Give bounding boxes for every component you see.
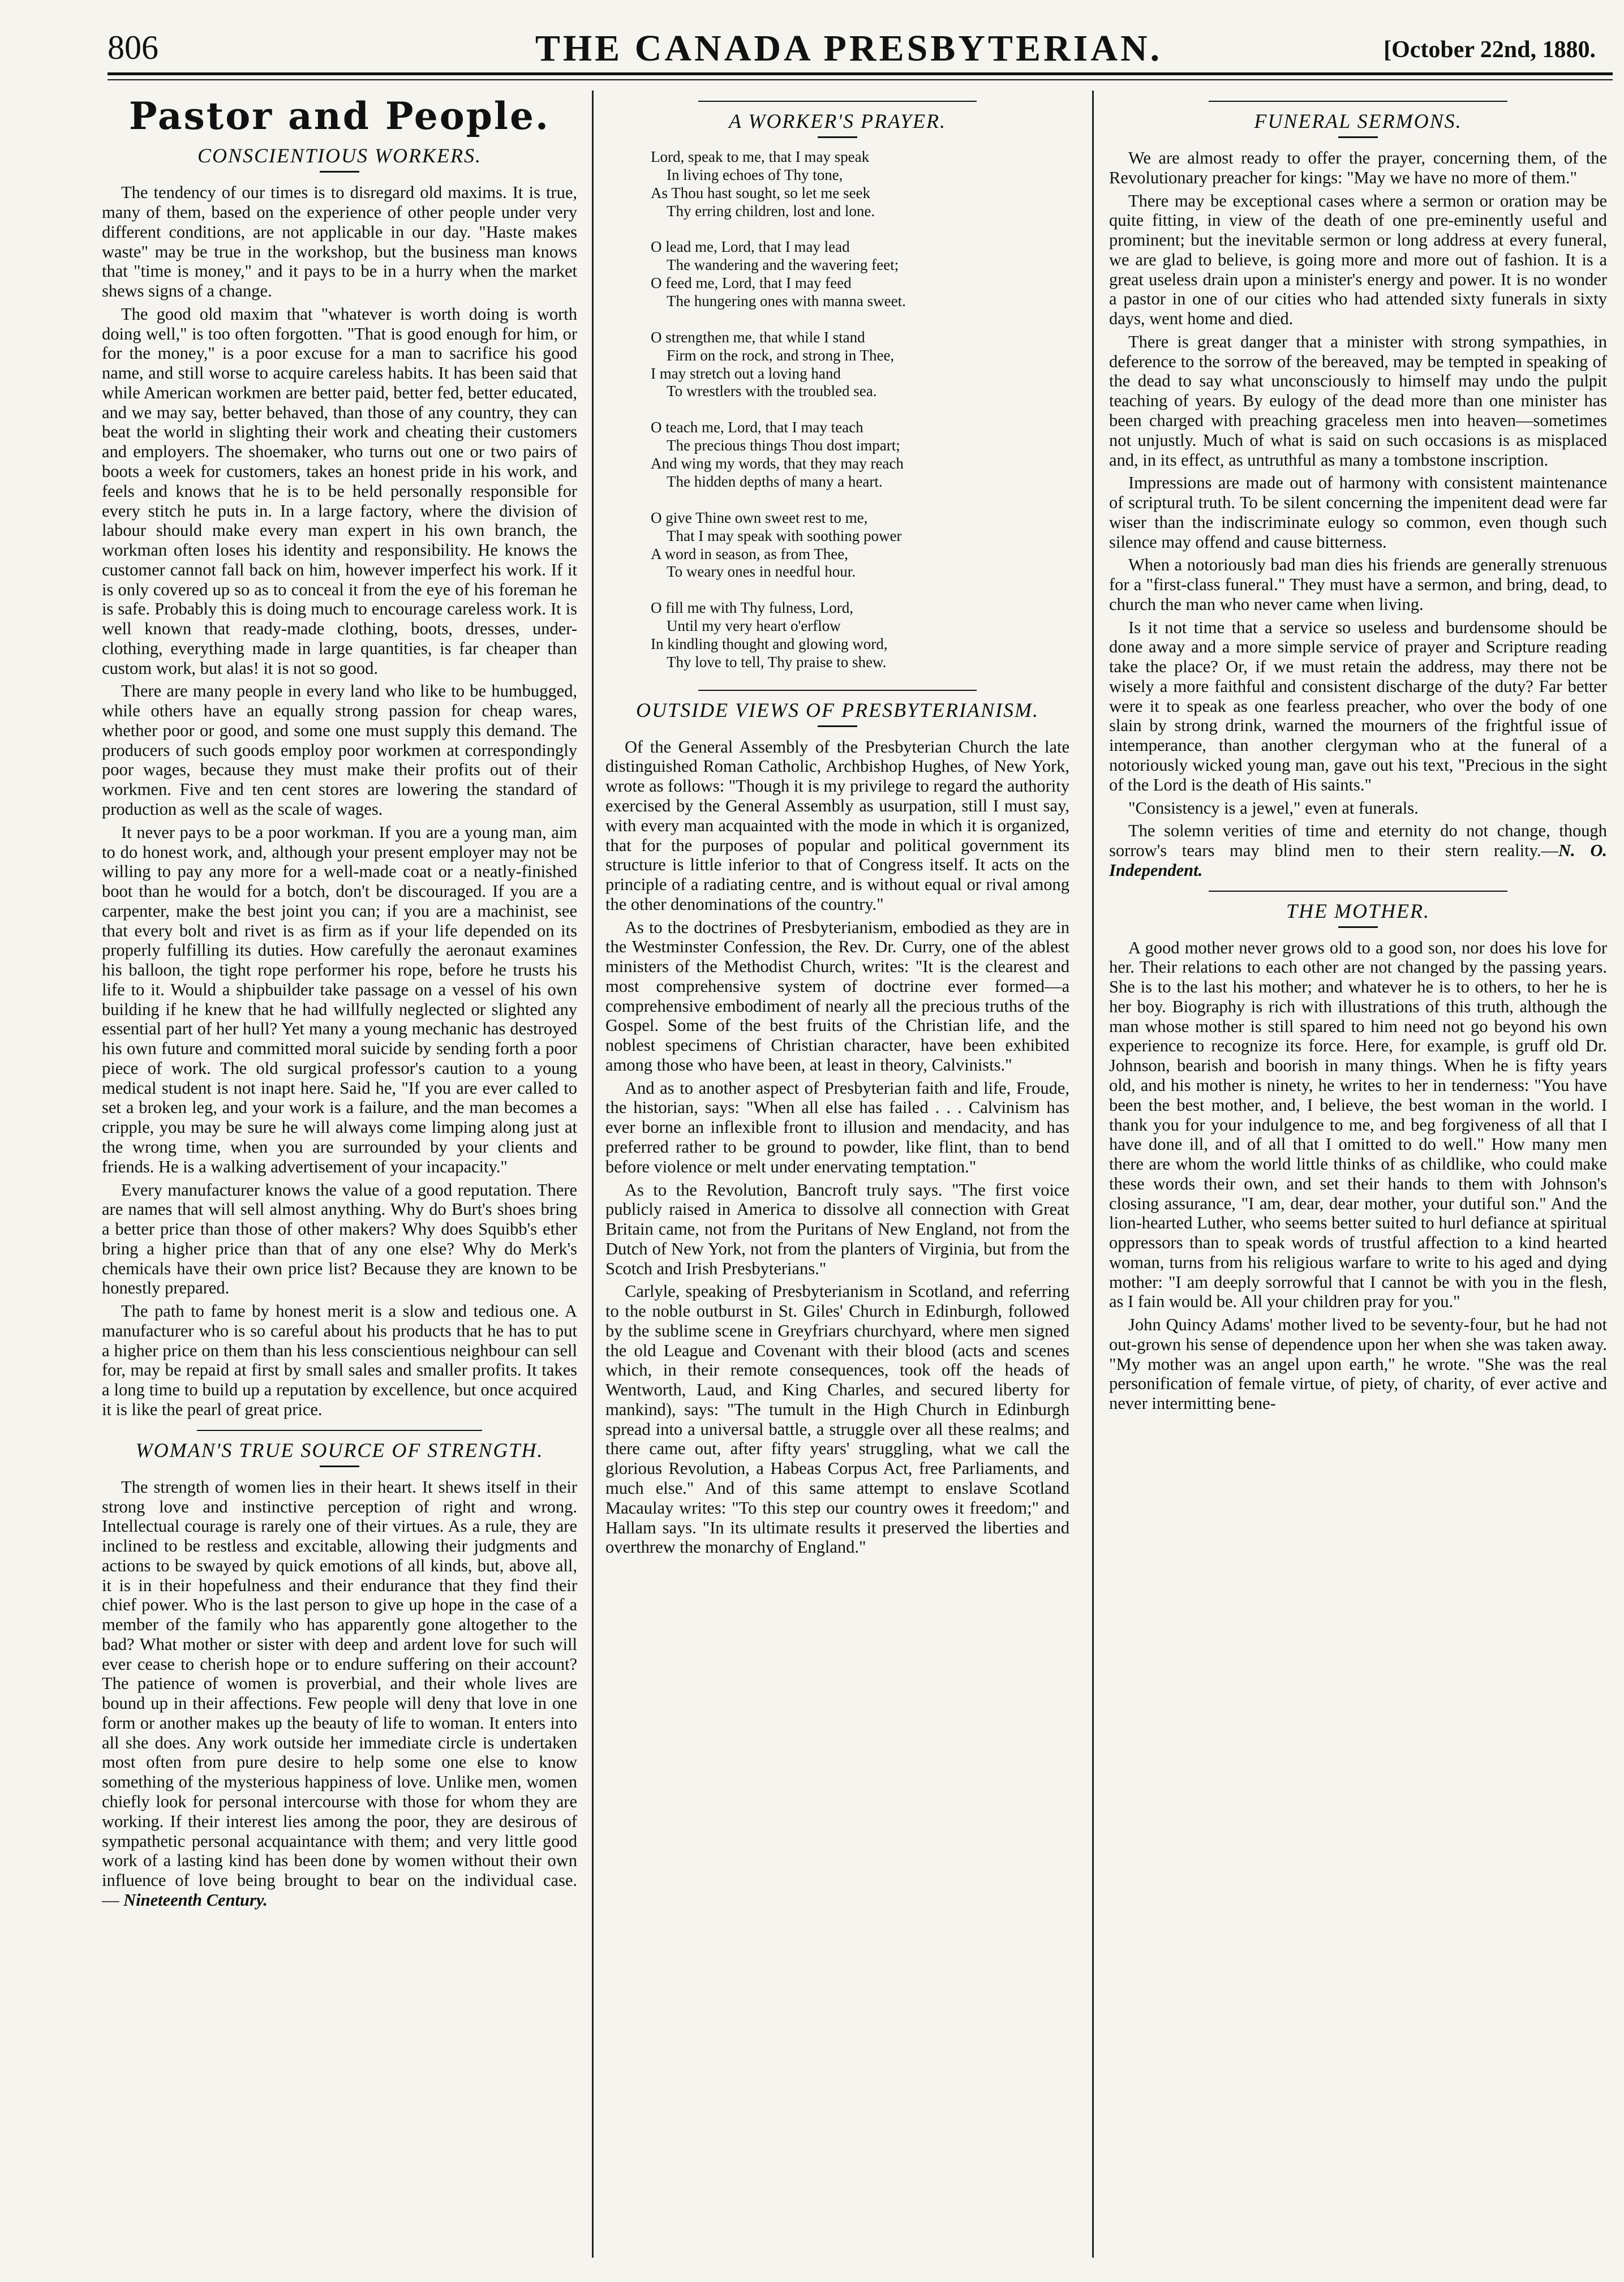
masthead-rule-thin (108, 79, 1613, 80)
article-title: A WORKER'S PRAYER. (729, 110, 946, 132)
article-the-mother (1109, 900, 1607, 1413)
paragraph: There is great danger that a minister with strong sympathies, in deference to the sorrow of the bereaved, may be tempted in speaking of the dead to say what unconsciously to himself may undo the pulpit teaching of years. By eulogy of the dead more than one minister has been charged with preaching graceless men into heaven—sometimes not unjustly. Much of what is said on such occasions is as misplaced and, in its effect, as untruthful as many a tombstone inscription. (1109, 332, 1607, 470)
paper-title: THE CANADA PRESBYTERIAN. (535, 28, 1163, 69)
article-title: OUTSIDE VIEWS OF PRESBYTERIANISM. (636, 698, 1039, 721)
title-rule (320, 171, 359, 173)
title-rule (818, 136, 857, 138)
column-1 (102, 91, 577, 2269)
poem-workers-prayer (605, 110, 1069, 672)
article-separator (698, 101, 977, 102)
masthead (85, 23, 1613, 91)
paragraph: Every manufacturer knows the value of a good reputation. There are names that will sell almost anything. Why do Burt's shoes bring a better price than those of other makers? Why does Squibb's ether bring a higher price than that of any one else? Why do Merk's chemicals have their own price list? Because they are known to be honestly prepared. (102, 1180, 577, 1298)
article-separator (1209, 891, 1507, 892)
article-title: WOMAN'S TRUE SOURCE OF STRENGTH. (135, 1438, 544, 1462)
issue-date: [October 22nd, 1880. (1384, 37, 1596, 63)
page-number: 806 (108, 29, 158, 66)
stanza (651, 509, 1069, 581)
paragraph: The tendency of our times is to disregard old maxims. It is true, many of them, based on the experience of other people under very different conditions, are not applicable in our day. "Haste makes waste" may be true in the workshop, but the business man knows that "time is money," and it pays to be in a hurry when the market shews signs of a change. (102, 183, 577, 301)
paragraph: There are many people in every land who like to be humbugged, while others have an equally strong passion for cheap wares, whether poor or good, and some one must supply this demand. The producers of such goods employ poor workmen at correspondingly poor wages, because they must make their profits out of their workmen. Five and ten cent stores are lowering the standard of production as well as the scale of wages. (102, 681, 577, 819)
paragraph: "Consistency is a jewel," even at funerals. (1128, 798, 1419, 818)
paragraph: Is it not time that a service so useless and burdensome should be done away and a more simple service of prayer and Scripture reading take the place? Or, if we must retain the address, may there not be wisely a more faithful and consistent discharge of the duty? Far better were it to speak as one fearless preacher, who over the body of one slain by strong drink, warned the mourners of the frightful issue of intemperance, than another clergyman who at the funeral of a notoriously wicked young man, gave out his text, "Precious in the sight of the Lord is the death of His saints." (1109, 617, 1607, 794)
poem-line: O give Thine own sweet rest to me, (651, 509, 868, 526)
paragraph-text: The strength of women lies in their heart. It shews itself in their strong love and instinctive perception of right and wrong. Intellectual courage is rarely one of their virtues. As a rule, they are inclined to be restless and excitable, allowing their judgments and actions to be swayed by quick emotions of all kinds, but, above all, it is in their hopefulness and their endurance that they find their chief power. Who is the last person to give up hope in the case of a member of the family who has apparently gone altogether to the bad? What mother or sister with deep and ardent love for such will ever cease to cherish hope or to endure suffering on their account? The patience of women is proverbial, and their whole lives are bound up in their affections. Few people will deny that love in one form or another makes up the beauty of life to woman. It enters into all she does. Any work outside her immediate circle is undertaken most often from pure desire to help some one else to know something of the mysterious happiness of love. Unlike men, women chiefly look for personal intercourse with those for whom they are working. If their interest lies among the poor, they are desirous of sympathetic personal acquaintance with them; and very little good work of a lasting kind has been done by women without their own influence of love being brought to bear on the individual case. (102, 1477, 577, 1890)
poem-body (651, 148, 1069, 672)
title-rule (320, 1466, 359, 1467)
column-divider (592, 91, 594, 2258)
poem-line: I may stretch out a loving hand (651, 364, 841, 382)
article-separator (698, 690, 977, 691)
stanza (651, 148, 1069, 220)
paragraph: There may be exceptional cases where a sermon or oration may be quite fitting, in view of the death of one pre-eminently useful and prominent; but the inevitable sermon or long address at every funeral, we are glad to believe, is going more and more out of fashion. It is a great useless drain upon a minister's energy and power. It is no wonder a pastor in one of our cities who had attended sixty funerals in sixty days, went home and died. (1109, 191, 1607, 329)
poem-line: In living echoes of Thy tone, (667, 166, 843, 183)
title-rule (1338, 926, 1378, 928)
title-rule (818, 725, 857, 727)
paragraph: Carlyle, speaking of Presbyterianism in Scotland, and referring to the noble outburst in St. Giles' Church in Edinburgh, followed by the sublime scene in Greyfriars churchyard, where men signed the old League and Covenant with their blood (acts and scenes which, in their remote consequences, took off the heads of Wentworth, Laud, and King Charles, and secured liberty for mankind), says: "The tumult in the High Church in Edinburgh spread into a universal battle, a struggle over all these realms; and there came out, after fifty years' struggling, what we call the glorious Revolution, a Habeas Corpus Act, free Parliaments, and much else." And of this same attempt to enslave Scotland Macaulay writes: "To this step our country owes it freedom;" and Hallam says. "In its ultimate results it preserved the liberties and overthrew the monarchy of England." (605, 1282, 1069, 1557)
article-womans-strength (102, 1439, 577, 1910)
stanza (651, 238, 1069, 310)
article-funeral-sermons (1109, 110, 1607, 880)
paragraph: When a notoriously bad man dies his friends are generally strenuous for a "first-class funeral." They must have a sermon, and bring, dead, to church the man who never came when living. (1109, 555, 1607, 614)
poem-line: As Thou hast sought, so let me seek (651, 184, 870, 201)
poem-line: Thy erring children, lost and lone. (667, 202, 875, 220)
column-3 (1109, 91, 1607, 2269)
poem-line: That I may speak with soothing power (667, 527, 902, 544)
masthead-rule (108, 72, 1613, 75)
poem-line: To weary ones in needful hour. (667, 563, 856, 581)
paragraph: As to the doctrines of Presbyterianism, embodied as they are in the Westminster Confession, the Rev. Dr. Curry, one of the ablest ministers of the Methodist Church, writes: "It is the clearest and most comprehensive system of doctrine ever formed—a comprehensive embodiment of nearly all the precious truths of the Gospel. Some of the best fruits of the Christian life, and the noblest specimens of Christian character, have been exhibited among those who have been, at least in theory, Calvinists." (605, 917, 1069, 1075)
department-title: Pastor and People. (129, 94, 550, 138)
poem-line: The hungering ones with manna sweet. (667, 293, 906, 310)
column-2 (605, 91, 1069, 2269)
poem-line: O feed me, Lord, that I may feed (651, 274, 852, 292)
paragraph: The path to fame by honest merit is a slow and tedious one. A manufacturer who is so careful about his products that he has to put a higher price on them than his less conscientious neighbour can sell for, may be repaid at first by small sales and smaller profits. It takes a long time to build up a reputation by excellence, but once acquired it is like the pearl of great price. (102, 1301, 577, 1419)
poem-line: In kindling thought and glowing word, (651, 635, 888, 652)
poem-line: To wrestlers with the troubled sea. (667, 383, 877, 400)
article-separator (1209, 101, 1507, 102)
poem-line: The precious things Thou dost impart; (667, 437, 900, 454)
article-separator (197, 1430, 482, 1431)
column-divider (1092, 91, 1094, 2258)
stanza (651, 599, 1069, 671)
article-credit: Nineteenth Century. (123, 1890, 268, 1910)
article-credit: N. O. Independent. (1109, 841, 1607, 880)
stanza (651, 329, 1069, 401)
paragraph-text: The solemn verities of time and eternity do not change, though sorrow's tears may blind men to their stern reality. (1109, 821, 1607, 861)
paragraph: The solemn verities of time and eternity do not change, though sorrow's tears may blind men to their stern reality.—N. O. Independent. (1109, 821, 1607, 880)
poem-line: O lead me, Lord, that I may lead (651, 238, 850, 256)
paragraph: A good mother never grows old to a good son, nor does his love for her. Their relations to each other are not changed by the passing years. She is to the last his mother; and whatever he is to others, to her he is her boy. Biography is rich with illustrations of this truth, although the man whose mother is still spared to him need not go beyond his own experience to recognize its force. Here, for example, is gruff old Dr. Johnson, bearish and boorish in many things. When he is fifty years old, and his mother is ninety, he writes to her in tenderness: "You have been the best mother, and, I believe, the best woman in the world. I thank you for your indulgence to me, and beg forgiveness of all that I have done ill, and of all that I omitted to do well." How many men there are whom the world little thinks of as childlike, who could make these words their own, and set their hands to them with Johnson's closing assurance, "I am, dear, dear mother, your dutiful son." And the lion-hearted Luther, who seems better suited to hurl defiance at spiritual oppressors than to speak words of trustful affection to a kind hearted woman, turns from his religious warfare to write to his aged and dying mother: "I am deeply sorrowful that I cannot be with you in the flesh, as I fain would be. All your children pray for you." (1109, 938, 1607, 1312)
paragraph: John Quincy Adams' mother lived to be seventy-four, but he had not out-grown his sense of dependence upon her when she was taken away. "My mother was an angel upon earth," he wrote. "She was the real personification of female virtue, of piety, of charity, of ever active and never intermitting bene- (1109, 1315, 1607, 1413)
paragraph: Impressions are made out of harmony with consistent maintenance of scriptural truth. To be silent concerning the impenitent dead were far wiser than the indiscriminate eulogy so common, even though such silence may offend and cause bitterness. (1109, 473, 1607, 552)
poem-line: O strengthen me, that while I stand (651, 328, 865, 346)
article-conscientious-workers (102, 144, 577, 1420)
article-title: CONSCIENTIOUS WORKERS. (197, 144, 482, 167)
poem-line: Firm on the rock, and strong in Thee, (667, 346, 895, 364)
poem-line: The wandering and the wavering feet; (667, 256, 899, 274)
article-title: THE MOTHER. (1286, 899, 1430, 922)
paragraph: And as to another aspect of Presbyterian faith and life, Froude, the historian, says: "When all else has failed . . . Calvinism has ever borne an inflexible front to illusion and mendacity, and has preferred rather to be ground to powder, like flint, than to bend before violence or melt under enervating temptation." (605, 1078, 1069, 1176)
article-title: FUNERAL SERMONS. (1254, 110, 1462, 132)
poem-line: The hidden depths of many a heart. (667, 472, 883, 490)
paragraph: The strength of women lies in their heart. It shews itself in their strong love and instinctive perception of right and wrong. Intellectual courage is rarely one of their virtues. As a rule, they are inclined to be restless and excitable, allowing their judgments and actions to be swayed by quick emotions of all kinds, but, above all, it is in their hopefulness and their endurance that they find their chief power. Who is the last person to give up hope in the case of a member of the family who has apparently gone altogether to the bad? What mother or sister with deep and ardent love for such will ever cease to cherish hope or to endure suffering on their account? The patience of women is proverbial, and their whole lives are bound up in their affections. Few people will deny that love in one form or another makes up the beauty of life to woman. It enters into all she does. Any work outside her immediate circle is undertaken most often from pure desire to help some one else to know something of the mysterious happiness of love. Unlike men, women chiefly look for personal intercourse with those for whom they are working. If their interest lies among the poor, they are desirous of sympathetic personal acquaintance with them; and very little good work of a lasting kind has been done by women without their own influence of love being brought to bear on the individual case. — Nineteenth Century. (102, 1477, 577, 1910)
paragraph: The good old maxim that "whatever is worth doing is worth doing well," is too often forgotten. "That is good enough for him, or for the money," is a poor excuse for a man to sacrifice his good name, and still worse to acquire careless habits. It has been said that while American workmen are better paid, better fed, better educated, and we may say, better behaved, than those of any country, they can beat the world in slighting their work and cheating their customers and employers. The shoemaker, who turns out one or two pairs of boots a week for customers, takes an honest pride in his work, and feels and knows that he is to be held personally responsible for every stitch he puts in. In a large factory, where the division of labour should make every man expert in his own branch, the workman often loses his identity and responsibility. He knows the customer cannot fall back on him, however imperfect his work. If it is only covered up so as to conceal it from the eye of his foreman he is safe. Probably this is doing much to encourage careless work. It is well known that ready-made clothing, boots, dresses, under-clothing, everything made in large quantities, is far cheaper than custom work, but alas! it is not so good. (102, 304, 577, 678)
poem-line: Until my very heart o'erflow (667, 617, 841, 635)
paragraph: As to the Revolution, Bancroft truly says. "The first voice publicly raised in America to dissolve all connection with Great Britain came, not from the Puritans of New England, not from the Dutch of New York, not from the planters of Virginia, but from the Scotch and Irish Presbyterians." (605, 1180, 1069, 1278)
article-outside-views (605, 699, 1069, 1557)
paragraph: Of the General Assembly of the Presbyterian Church the late distinguished Roman Catholic, Archbishop Hughes, of New York, wrote as follows: "Though it is my privilege to regard the authority exercised by the General Assembly as usurpation, still I must say, with every man acquainted with the mode in which it is organized, that for the purposes of popular and political government its structure is little inferior to that of Congress itself. It acts on the principle of a radiating centre, and is without equal or rival among the other denominations of the country." (605, 737, 1069, 914)
poem-line: O fill me with Thy fulness, Lord, (651, 599, 853, 617)
stanza (651, 419, 1069, 491)
poem-line: Thy love to tell, Thy praise to shew. (667, 653, 887, 671)
title-rule (1338, 136, 1378, 138)
paragraph: It never pays to be a poor workman. If you are a young man, aim to do honest work, and, although your present employer may not be willing to pay any more for a well-made coat or a neatly-finished boot than he would for a botch, don't be discouraged. If you are a carpenter, make the best joint you can; if you are a machinist, see that every bolt and rivet is as firm as if your life depended on its properly fulfilling its duties. How carefully the aeronaut examines his balloon, the tight rope performer his rope, before he trusts his life to it. Would a shipbuilder take passage on a vessel of his own building if he knew that he had willfully neglected or slighted any essential part of her hull? Yet many a young mechanic has destroyed his own future and committed moral suicide by sending forth a poor piece of work. The old surgical professor's caution to a young medical student is not inapt here. Said he, "If you are ever called to set a broken leg, and your work is a failure, and the man becomes a cripple, you may be sure he will always come limping along just at the wrong time, when you are surrounded by your clients and friends. He is a walking advertisement of your incapacity." (102, 822, 577, 1176)
poem-line: And wing my words, that they may reach (651, 455, 904, 472)
poem-line: A word in season, as from Thee, (651, 545, 848, 562)
poem-line: O teach me, Lord, that I may teach (651, 419, 863, 436)
paragraph: We are almost ready to offer the prayer, concerning them, of the Revolutionary preacher for kings: "May we have no more of them." (1109, 148, 1607, 187)
poem-line: Lord, speak to me, that I may speak (651, 148, 870, 166)
